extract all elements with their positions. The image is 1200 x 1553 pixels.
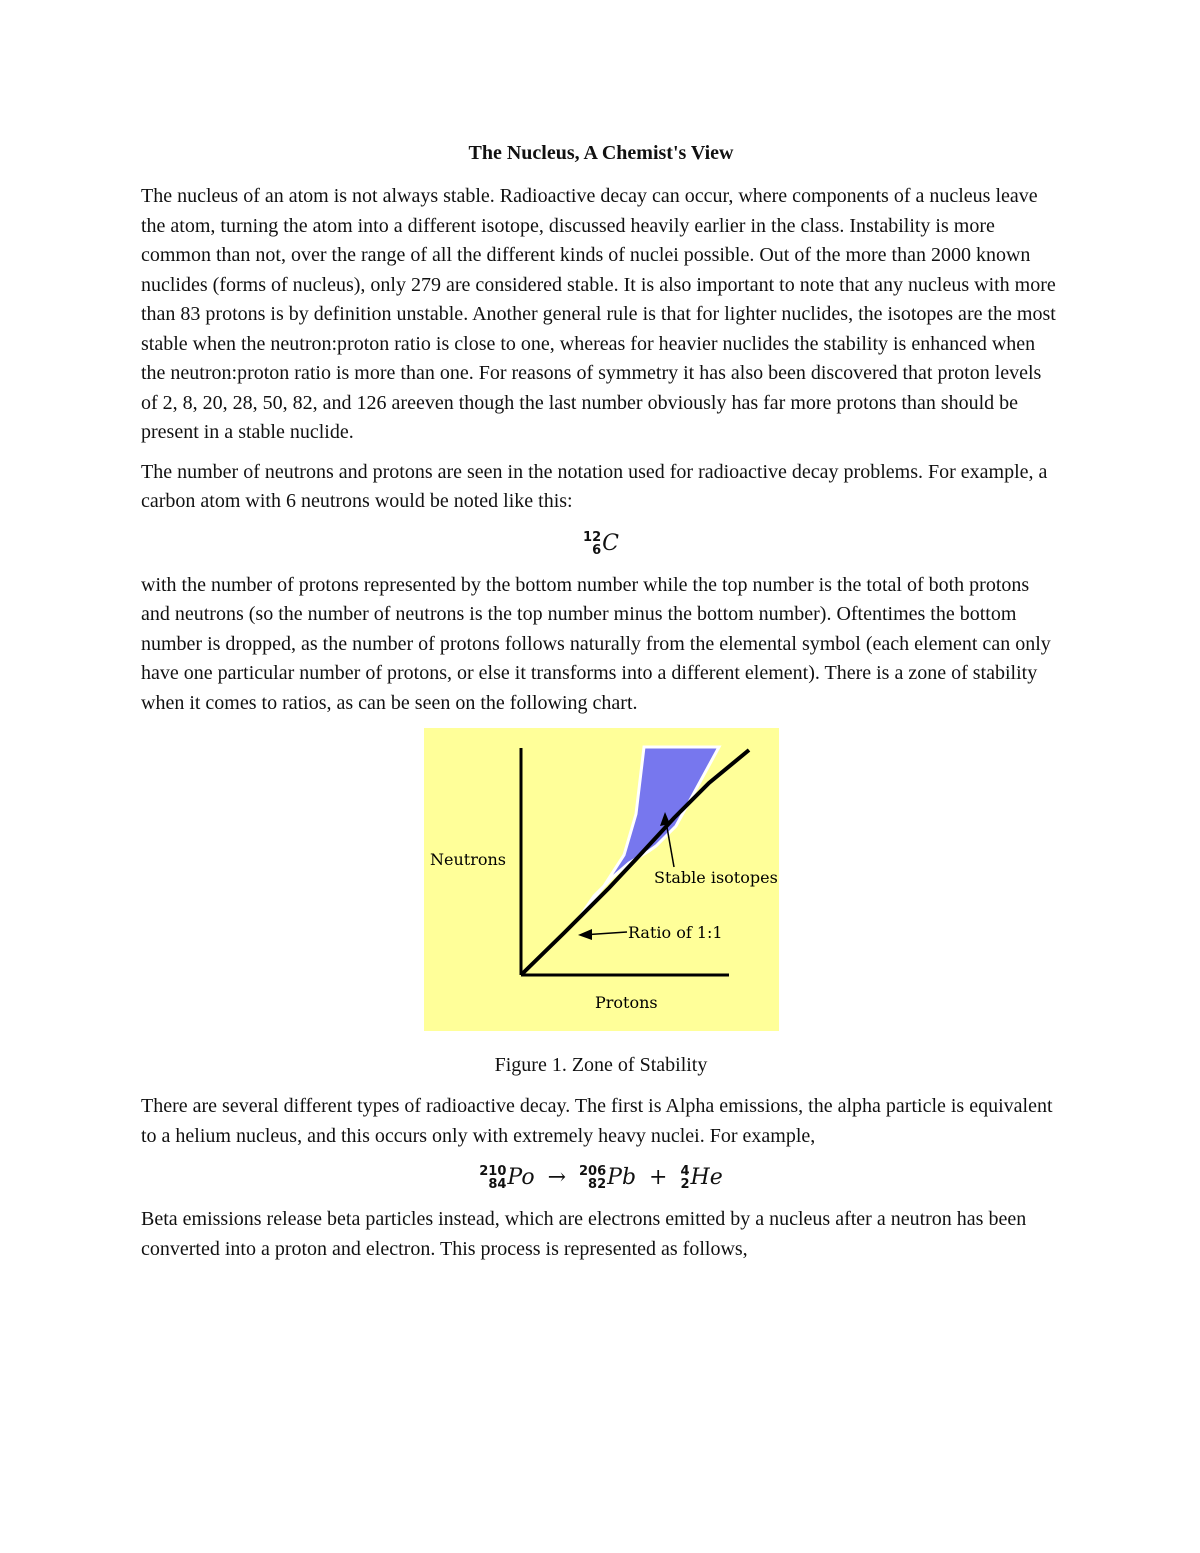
figure-background xyxy=(424,728,779,1031)
polonium-nuclide xyxy=(479,1161,534,1195)
carbon-atomic-number: 6 xyxy=(592,542,602,558)
reaction-arrow: → xyxy=(547,1165,566,1190)
stability-band xyxy=(579,747,719,918)
he-atomic-number: 2 xyxy=(680,1177,690,1192)
carbon-notation xyxy=(141,527,1061,561)
po-atomic-number: 84 xyxy=(488,1177,507,1192)
pb-mass-number: 206 xyxy=(579,1164,607,1179)
carbon-symbol: C xyxy=(602,530,619,556)
helium-nuclide xyxy=(680,1161,722,1195)
paragraph-alpha: There are several different types of radioactive decay. The first is Alpha emissions, the alpha particle is equivalent to a helium nucleus, and this occurs only with extremely heavy nuclei. For example, xyxy=(141,1095,1053,1147)
ratio-arrowhead xyxy=(578,929,592,940)
he-symbol: He xyxy=(690,1165,723,1190)
stability-diagram xyxy=(424,728,779,1031)
stable-isotopes-label: Stable isotopes xyxy=(653,868,778,887)
paragraph-notation: The number of neutrons and protons are seen in the notation used for radioactive decay problems. For example, a carbon atom with 6 neutrons would be noted like this: xyxy=(141,460,1048,512)
carbon-nuclide xyxy=(583,527,619,561)
paragraph-notation-explanation: with the number of protons represented by the bottom number while the top number is the total of both protons and neutrons (so the number of neutrons is the top number minus the bottom number). Oftentimes the bottom number is dropped, as the number of protons follows naturally from the elemental symbol (each element can only have one particular number of protons, or else it transforms into a different element). There is a zone of stability when it comes to ratios, as can be seen on the following chart. xyxy=(141,573,1051,714)
po-symbol: Po xyxy=(507,1165,535,1190)
po-mass-number: 210 xyxy=(479,1164,507,1179)
paragraph-nuclear-stability: The nucleus of an atom is not always stable. Radioactive decay can occur, where components of a nucleus leave the atom, turning the atom into a different isotope, discussed heavily earlier in the class. Instability is more common than not, over the range of all the different kinds of nuclei possible. Out of the more than 2000 known nuclides (forms of nucleus), only 279 are considered stable. It is also important to note that any nucleus with more than 83 protons is by definition unstable. Another general rule is that for lighter nuclides, the isotopes are the most stable when the neutron:proton ratio is close to one, whereas for heavier nuclides the stability is enhanced when the neutron:proton ratio is more than one. For reasons of symmetry it has also been discovered that proton levels of 2, 8, 20, 28, 50, 82, and 126 areeven though the last number obviously has far more protons than should be present in a stable nuclide. xyxy=(141,185,1056,443)
x-axis-label: Protons xyxy=(594,993,658,1012)
paragraph-beta: Beta emissions release beta particles instead, which are electrons emitted by a nucleus after a neutron has been converted into a proton and electron. This process is represented as follows, xyxy=(141,1208,1027,1260)
document-page xyxy=(141,138,1061,1274)
plus-sign: + xyxy=(649,1165,668,1190)
figure-caption: Figure 1. Zone of Stability xyxy=(494,1054,708,1076)
carbon-mass-number: 12 xyxy=(583,529,602,545)
document-title: The Nucleus, A Chemist's View xyxy=(468,142,734,164)
figure-zone-of-stability xyxy=(141,728,1061,1036)
pb-atomic-number: 82 xyxy=(588,1177,607,1192)
lead-nuclide xyxy=(579,1161,636,1195)
pb-symbol: Pb xyxy=(607,1165,637,1190)
y-axis-label: Neutrons xyxy=(429,850,506,869)
he-mass-number: 4 xyxy=(680,1164,690,1179)
alpha-decay-equation xyxy=(141,1161,1061,1195)
ratio-label: Ratio of 1:1 xyxy=(627,923,723,942)
